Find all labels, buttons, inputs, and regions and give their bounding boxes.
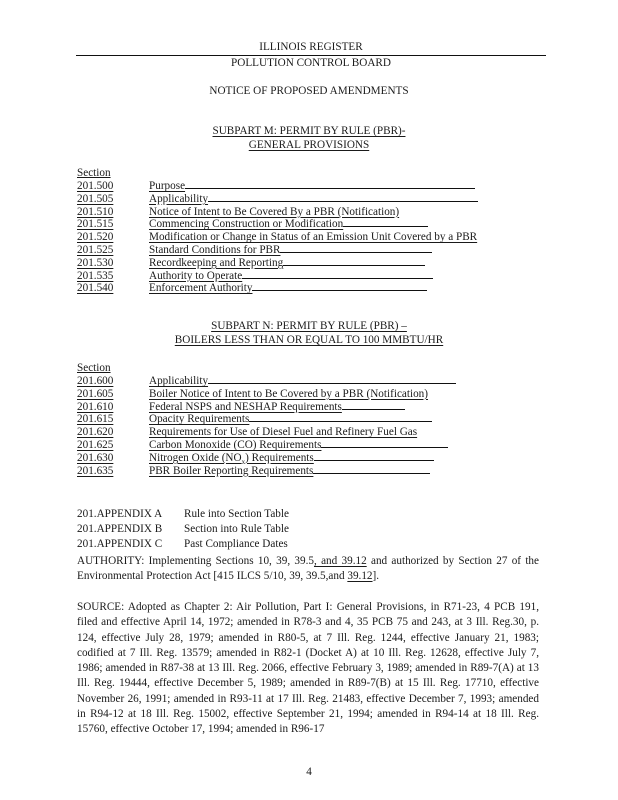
toc-row (77, 206, 478, 219)
toc-row (77, 439, 456, 452)
notice-title: NOTICE OF PROPOSED AMENDMENTS (209, 85, 409, 97)
section-title: Applicability (149, 375, 209, 387)
section-number: 201.630 (77, 451, 114, 464)
appendix-number: 201.APPENDIX A (77, 508, 163, 520)
subpart-m-title-line2: GENERAL PROVISIONS (248, 138, 370, 151)
section-number: 201.610 (77, 400, 114, 413)
appendix-list (77, 507, 289, 552)
subpart-n-title-line2: BOILERS LESS THAN OR EQUAL TO 100 MMBTU/HR (174, 333, 444, 346)
appendix-number: 201.APPENDIX C (77, 538, 163, 550)
section-number: 201.505 (77, 192, 114, 205)
subpart-n-toc (77, 375, 456, 477)
section-title: Commencing Construction or Modification (149, 218, 344, 231)
nox-title-pre: Nitrogen Oxide (NO (149, 451, 242, 464)
section-number: 201.530 (77, 256, 114, 269)
toc-row (77, 180, 478, 193)
subpart-m-title (0, 125, 618, 152)
subpart-m-section-label: Section (77, 167, 111, 179)
appendix-row (77, 537, 289, 552)
toc-row (77, 413, 456, 426)
section-title: Modification or Change in Status of an Emission Unit Covered by a PBR (149, 231, 478, 244)
subpart-n-title (0, 320, 618, 347)
subpart-m-title-line1: SUBPART M: PERMIT BY RULE (PBR)- (212, 125, 406, 137)
section-title: Applicability (149, 192, 209, 205)
section-number: 201.520 (77, 231, 114, 244)
board-title: POLLUTION CONTROL BOARD (231, 57, 391, 69)
appendix-title: Past Compliance Dates (184, 538, 288, 550)
register-title: ILLINOIS REGISTER (259, 41, 363, 53)
section-number: 201.510 (77, 205, 114, 218)
toc-row (77, 244, 478, 257)
toc-row (77, 231, 478, 244)
section-title: Boiler Notice of Intent to Be Covered by a PBR (Notification) (149, 387, 429, 400)
toc-row (77, 282, 478, 295)
toc-row (77, 257, 478, 270)
section-number: 201.625 (77, 438, 114, 451)
toc-row (77, 388, 456, 401)
section-title: Notice of Intent to Be Covered By a PBR (Notification) (149, 205, 400, 218)
section-title: Standard Conditions for PBR (149, 243, 281, 256)
section-title: Opacity Requirements (149, 413, 250, 426)
subpart-m-toc (77, 180, 478, 295)
section-title: Federal NSPS and NESHAP Requirements (149, 400, 342, 413)
section-title: Recordkeeping and Reporting (149, 256, 284, 269)
nox-title-post: ) Requirements (245, 451, 314, 464)
page-number: 4 (306, 766, 312, 778)
appendix-row (77, 507, 289, 522)
section-title: PBR Boiler Reporting Requirements (149, 464, 314, 477)
section-title: Carbon Monoxide (CO) Requirements (149, 438, 322, 451)
subpart-n-title-line1: SUBPART N: PERMIT BY RULE (PBR) – (211, 320, 407, 332)
subpart-n-section-label: Section (77, 362, 111, 374)
section-number: 201.605 (77, 387, 114, 400)
appendix-number: 201.APPENDIX B (77, 523, 163, 535)
section-number: 201.635 (77, 464, 114, 477)
section-number: 201.525 (77, 243, 114, 256)
toc-row (77, 193, 478, 206)
section-title: Requirements for Use of Diesel Fuel and Refinery Fuel Gas (149, 426, 418, 439)
appendix-row (77, 522, 289, 537)
toc-row (77, 426, 456, 439)
section-number: 201.535 (77, 269, 114, 282)
source-paragraph: SOURCE: Adopted as Chapter 2: Air Pollution, Part I: General Provisions, in R71-23, 4 PCB 191, filed and effective April 14, 1972; amended in R78-3 and 4, 35 PCB 75 and 243, at 3 Ill. Reg.30, p. 124, effective July 28, 1979; amended in R80-5, at 7 Ill. Reg. 1244, effective January 21, 1983; codified at 7 Ill. Reg. 13579; amended in R82-1 (Docket A) at 10 Ill. Reg. 12628, effective July 7, 1986; amended in R87-38 at 13 Ill. Reg. 2066, effective February 3, 1989; amended in R89-7(A) at 13 Ill. Reg. 19444, effective December 5, 1989; amended in R89-7(B) at 15 Ill. Reg. 17710, effective November 26, 1991; amended in R93-11 at 17 Ill. Reg. 21483, effective December 7, 1993; amended in R94-12 at 18 Ill. Reg. 15002, effective September 21, 1994; amended in R94-14 at 18 Ill. Reg. 15760, effective October 17, 1994; amended in R96-17 (77, 601, 539, 736)
section-number: 201.600 (77, 375, 114, 387)
section-number: 201.615 (77, 413, 114, 426)
header-rule (76, 55, 546, 56)
appendix-title: Rule into Section Table (184, 508, 289, 520)
toc-row (77, 218, 478, 231)
toc-row (77, 452, 456, 465)
appendix-title: Section into Rule Table (184, 523, 289, 535)
section-number: 201.500 (77, 180, 114, 192)
toc-row (77, 375, 456, 388)
toc-row (77, 270, 478, 283)
section-number: 201.620 (77, 426, 114, 439)
section-title: Authority to Operate (149, 269, 243, 282)
section-number: 201.515 (77, 218, 114, 231)
toc-row (77, 465, 456, 478)
section-title: Enforcement Authority (149, 282, 253, 295)
section-number: 201.540 (77, 282, 114, 295)
nox-subscript: x (241, 458, 246, 467)
toc-row (77, 401, 456, 414)
section-title: Purpose (149, 180, 186, 192)
authority-paragraph: AUTHORITY: Implementing Sections 10, 39, 39.5, and 39.12 and authorized by Section 27 of the Environmental Protection Act [415 ILCS 5/10, 39, 39.5,and 39.12]. (77, 555, 539, 583)
